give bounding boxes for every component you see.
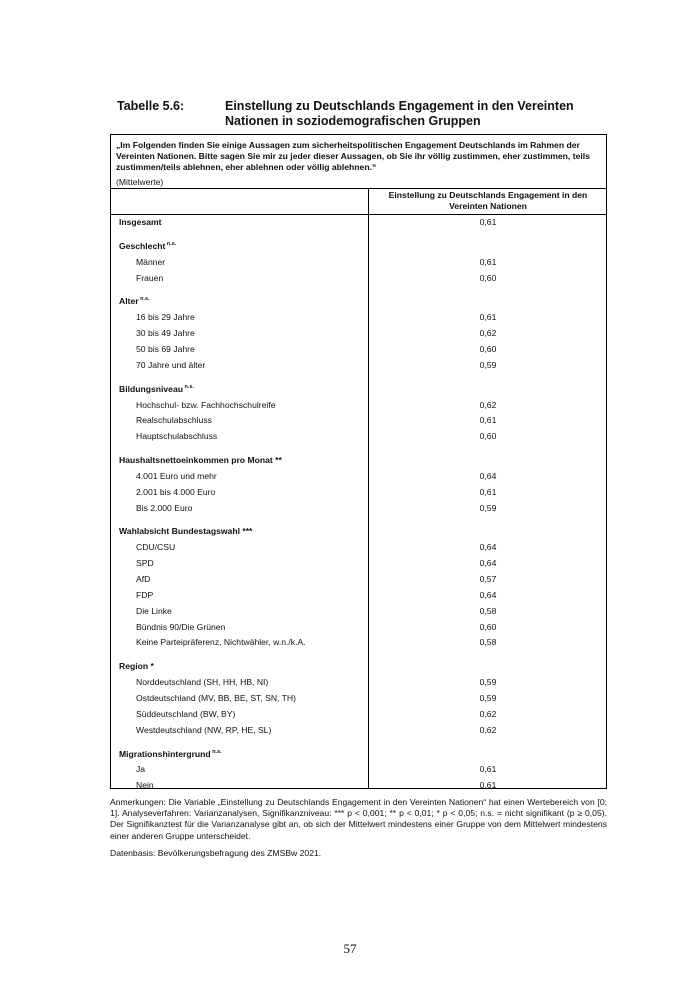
group-header-label: Haushaltsnettoeinkommen pro Monat ** (119, 455, 282, 466)
table-row-label: 16 bis 29 Jahre (136, 312, 195, 323)
table-row (111, 590, 608, 605)
table-row-value: 0,61 (479, 486, 497, 497)
table-row-label: Frauen (136, 272, 164, 283)
data-source: Datenbasis: Bevölkerungsbefragung des ZMSBw 2021. (110, 848, 322, 858)
table-row-label: 50 bis 69 Jahre (136, 343, 195, 354)
table-row (111, 542, 608, 557)
table-row-label: Westdeutschland (NW, RP, HE, SL) (136, 724, 272, 735)
table-row-value: 0,62 (479, 328, 497, 339)
table-title-text: Einstellung zu Deutschlands Engagement in den Vereinten Nationen in soziodemografischen Gruppen (225, 99, 574, 128)
table-row-label: Die Linke (136, 605, 172, 616)
table-row-value: 0,57 (479, 574, 497, 584)
table-row-label: Hochschul- bzw. Fachhochschulreife (136, 399, 276, 410)
table-row-label: 70 Jahre und älter (136, 359, 206, 370)
table-row-label: Süddeutschland (BW, BY) (136, 708, 236, 719)
unit-label: (Mittelwerte) (116, 177, 164, 187)
table-row (111, 328, 608, 343)
table-row-value: 0,62 (479, 724, 497, 735)
table-row-label: 30 bis 49 Jahre (136, 328, 195, 339)
table-row-value: 0,64 (479, 589, 497, 600)
table-row (111, 574, 608, 589)
table-row-value: 0,64 (479, 470, 497, 481)
table-row-label: Männer (136, 256, 166, 267)
significance-marker: n.s. (210, 748, 222, 755)
group-header (111, 296, 608, 311)
table-number: Tabelle 5.6: (117, 99, 185, 113)
total-row (111, 217, 608, 232)
table-row (111, 677, 608, 692)
table-row-label: Norddeutschland (SH, HH, HB, NI) (136, 677, 269, 688)
table-row-label: FDP (136, 589, 154, 600)
table-row (111, 637, 608, 652)
table-row-value: 0,58 (479, 605, 497, 616)
table-row-value: 0,60 (479, 431, 497, 442)
table-row (111, 431, 608, 446)
group-header (111, 455, 608, 470)
table-row-value: 0,59 (479, 677, 497, 688)
table-row-label: Hauptschulabschluss (136, 431, 218, 442)
table-row-value: 0,64 (479, 558, 497, 569)
page-number: 57 (343, 941, 357, 956)
group-header-label: Region * (119, 661, 154, 672)
table-row-value: 0,60 (479, 343, 497, 354)
table-row (111, 503, 608, 518)
table-row (111, 400, 608, 415)
table-row (111, 257, 608, 272)
table-row (111, 764, 608, 779)
table-row-value: 0,61 (479, 415, 497, 426)
header-bottom-rule (111, 214, 606, 215)
significance-marker: n.s. (165, 240, 177, 247)
table-row (111, 622, 608, 637)
table-row-value: 0,62 (479, 399, 497, 410)
table-row-label: SPD (136, 558, 154, 569)
column-header: Einstellung zu Deutschlands Engagement in den Vereinten Nationen (388, 190, 588, 211)
table-row-value: 0,59 (479, 502, 497, 513)
table-row-label: 4.001 Euro und mehr (136, 470, 217, 481)
group-header (111, 241, 608, 256)
table-row-value: 0,61 (479, 764, 497, 775)
table-row (111, 606, 608, 621)
table-row (111, 415, 608, 430)
group-header (111, 526, 608, 541)
table-row-label: CDU/CSU (136, 542, 176, 553)
table-row-label: Nein (136, 780, 154, 791)
significance-marker: n.s. (182, 383, 194, 390)
table-row-value: 0,64 (479, 542, 497, 553)
table-row-label: Keine Parteipräferenz, Nichtwähler, w.n./k.A. (136, 637, 306, 648)
table-row (111, 471, 608, 486)
group-header-label: Wahlabsicht Bundestagswahl *** (119, 526, 253, 537)
group-header-label: Geschlecht $^{n.s.}$ (119, 240, 177, 251)
survey-question: „Im Folgenden finden Sie einige Aussagen zum sicherheitspolitischen Engagement Deutschlands im Rahmen der Vereinten Nationen. Bitte sagen Sie mir zu jeder dieser Aussagen, ob Sie ihr völlig zustimmen, eher zustimmen, teils zustimmen/teils ablehnen, eher ablehnen oder völlig ablehnen.“ (116, 140, 590, 172)
group-header (111, 661, 608, 676)
table-row (111, 312, 608, 327)
table-row-value: 0,61 (479, 256, 497, 267)
table-row-value: 0,58 (479, 637, 497, 648)
table-row (111, 487, 608, 502)
table-row-value: 0,62 (479, 708, 497, 719)
header-rule (111, 188, 606, 189)
table-row (111, 558, 608, 573)
table-row-value: 0,60 (479, 621, 497, 632)
total-row-label: Insgesamt (119, 217, 162, 227)
table-notes: Anmerkungen: Die Variable „Einstellung zu Deutschlands Engagement in den Vereinten Nationen“ hat einen Wertebereich von [0; 1]. Analyseverfahren: Varianzanalysen, Signifikanzniveau: *** p < 0,001; ** p < 0,01; * p < 0,05; n.s. = nicht signifikant (p ≥ 0,05). Der Signifikanztest für die Varianzanalyse gibt an, ob sich der Mittelwert mindestens einer Gruppe von dem Mittelwert mindestens einer anderen Gruppe unterscheidet. (110, 797, 607, 841)
table-row (111, 780, 608, 795)
table-row-label: Ostdeutschland (MV, BB, BE, ST, SN, TH) (136, 692, 296, 703)
table-row (111, 273, 608, 288)
data-table (110, 134, 607, 789)
table-row-label: Bis 2.000 Euro (136, 502, 193, 513)
table-row-label: Bündnis 90/Die Grünen (136, 621, 226, 632)
group-header-label: Bildungsniveau $^{n.s.}$ (119, 383, 194, 394)
group-header (111, 749, 608, 764)
table-row-label: Realschulabschluss (136, 415, 212, 426)
group-header (111, 384, 608, 399)
table-row (111, 360, 608, 375)
total-row-value: 0,61 (479, 217, 497, 227)
significance-marker: n.s. (138, 296, 150, 303)
table-row (111, 344, 608, 359)
table-row-label: AfD (136, 574, 151, 584)
table-row-value: 0,59 (479, 359, 497, 370)
table-row-value: 0,61 (479, 312, 497, 323)
table-row-label: 2.001 bis 4.000 Euro (136, 486, 216, 497)
table-row-label: Ja (136, 764, 146, 775)
table-row-value: 0,61 (479, 780, 497, 791)
table-row-value: 0,59 (479, 692, 497, 703)
table-row (111, 693, 608, 708)
group-header-label: Alter $^{n.s.}$ (119, 296, 150, 307)
table-row (111, 709, 608, 724)
table-row-value: 0,60 (479, 272, 497, 283)
group-header-label: Migrationshintergrund $^{n.s.}$ (119, 748, 222, 759)
table-row (111, 725, 608, 740)
